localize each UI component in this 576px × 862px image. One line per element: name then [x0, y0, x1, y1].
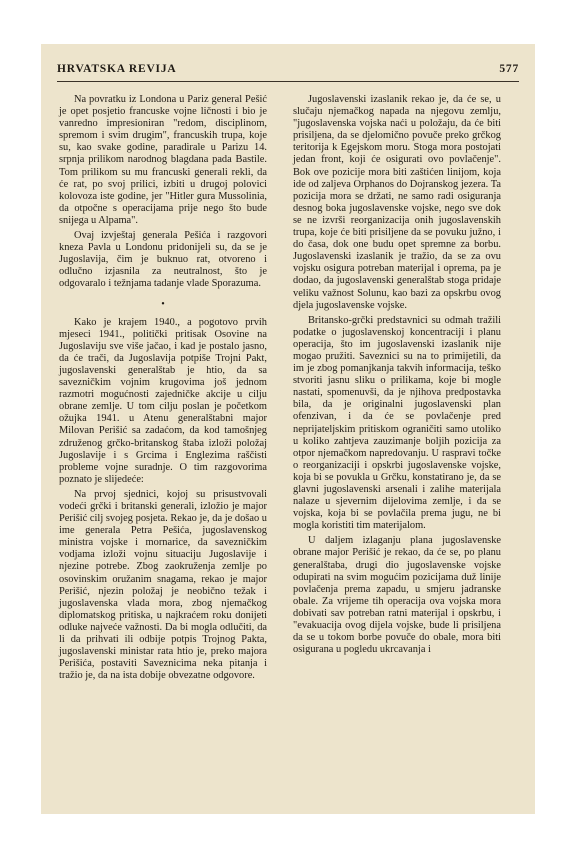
page [41, 44, 535, 814]
right-column [293, 94, 501, 656]
left-column [59, 94, 267, 682]
paragraph: Ovaj izvještaj generala Pešića i razgovori kneza Pavla u Londonu pridonijeli su, da se je Jugoslavija, čim je buknuo rat, otvoreno i odlučno izjasnila za neutralnost, što je odgovaralo i težnjama tadanje vlade Sporazuma. [59, 230, 267, 290]
paragraph: Britansko-grčki predstavnici su odmah tražili podatke o jugoslavenskoj koncentraciji i planu operacija, što im jugoslavenski izaslanik nije mogao pružiti. Saveznici su na to primijetili, da im je zbog pomanjkanja takvih informacija, teško stvoriti jasnu sliku o prilikama, koje bi mogle nastati, spomenuvši, da je njihova predpostavka bila, da je originalni jugoslavenski plan ofenzivan, i da će se povlačenje pred neprijateljskim pritiskom ograničiti samo utoliko u koliko zahtjeva zauzimanje boljih pozicija za otpor njemačkom napredovanju. U raspravi točke o reorganizaciji i opskrbi jugoslavenske vojske, koja bi se povukla u Grčku, konstatirano je, da se glavni jugoslavenski arsenali i zalihe materijala nalaze u sjevernim dijelovima zemlje, i da se vojska, koja bi se povlačila prema jugu, ne bi mogla koristiti tim materijalom. [293, 314, 501, 532]
running-header [57, 63, 519, 82]
page-number: 577 [499, 63, 519, 75]
paragraph: Jugoslavenski izaslanik rekao je, da će se, u slučaju njemačkog napada na njegovu zemlju, "jugoslavenska vojska naći u položaju, da će biti prisiljena, da se djelomično povuče preko grčkog teritorija k Egejskom moru. Stoga mora postojati jedan front, koji će osigurati ovo povlačenje". Bok ove pozicije mora biti zaštićen linijom, koja ide od zaljeva Orphanos do Dojranskog jezera. Ta pozicija mora se držati, ne samo radi osiguranja desnog boka jugoslavenske vojske, nego sve dok se ne izvrši reorganizacija onih jugoslavenskih trupa, koje će biti prisiljene da se povuku južno, i do časa, dok one budu opet spremne za borbu. Jugoslavenski izaslanik je tražio, da se za ovu vojsku osigura potreban materijal i oprema, pa je dodao, da jugoslavenski generalštab stoga pridaje veliku važnost Solunu, kao bazi za opskrbu ovog djela jugoslavenske vojske. [293, 94, 501, 311]
journal-title: HRVATSKA REVIJA [57, 63, 177, 75]
paragraph: Kako je krajem 1940., a pogotovo prvih mjeseci 1941., politički pritisak Osovine na Jugoslaviju sve više jačao, i kad je postalo jasno, da će trači, da Jugoslavija potpiše Trojni Pakt, jugoslavenski generalštab je htio, da sa savezničkim vojnim krugovima još jednom razmotri mogućnosti zajedničke akcije u cilju obrane zemlje. U tom cilju poslan je početkom ožujka 1941. u Atenu generalštabni major Milovan Perišić sa zadaćom, da kod tamošnjeg združenog grčko-britanskog štaba izloži položaj Jugoslavije i s Grcima i Englezima raščisti probleme vojne suradnje. O tim razgovorima poznato je slijedeće: [59, 316, 267, 485]
section-separator: • [161, 298, 165, 310]
paragraph: Na prvoj sjednici, kojoj su prisustvovali vodeći grčki i britanski generali, izložio je major Perišić cilj svojeg posjeta. Rekao je, da je došao u ime generala Petra Pešića, jugoslavenskog ministra vojske i mornarice, da savezničkim vodjama izloži vojnu situaciju Jugoslavije i njezine potrebe. Zbog zaokruženja zemlje po osovinskim oružanim snagama, rekao je major Perišić, njezin položaj je neobično težak i jugoslavenska vlada mora, zbog njemačkog diplomatskog pritiska, u najkraćem roku donijeti odluke najveće važnosti. Da bi mogla odlučiti, da li da prihvati ili odbije potpis Trojnog Pakta, jugoslavenski ministar rata htio je, preko majora Perišića, postaviti Saveznicima neka pitanja i tražio je, da na ista dobije obvezatne odgovore. [59, 488, 267, 682]
paragraph: U daljem izlaganju plana jugoslavenske obrane major Perišić je rekao, da će se, po planu generalštaba, drugi dio jugoslavenske vojske odupirati na svim mogućim pozicijama duž linije povlačenja prema zapadu, u smjeru jadranske obale. Za vrijeme tih operacija ova vojska mora dobivati sav potreban ratni materijal i opskrbu, i "evakuacija ovog dijela vojske, bude li prisiljena da se u tokom borbe povuče do obale, mora biti osigurana u pogledu ukrcavanja i [293, 535, 501, 656]
paragraph: Na povratku iz Londona u Pariz general Pešić je opet posjetio francuske vojne ličnosti i bio je vanredno impresioniran "redom, disciplinom, spremom i svim drugim", francuskih trupa, koje su, kao svake godine, paradirale u Parizu 14. srpnja prilikom narodnog blagdana pada Bastile. Tom prilikom su mu francuski generali rekli, da će rat, po svoj prilici, izbiti u drugoj polovici kolovoza iste godine, jer "Hitler gura Mussolinia, da otpočne s operacijama prije nego što bude snijega u Alpama". [59, 94, 267, 226]
